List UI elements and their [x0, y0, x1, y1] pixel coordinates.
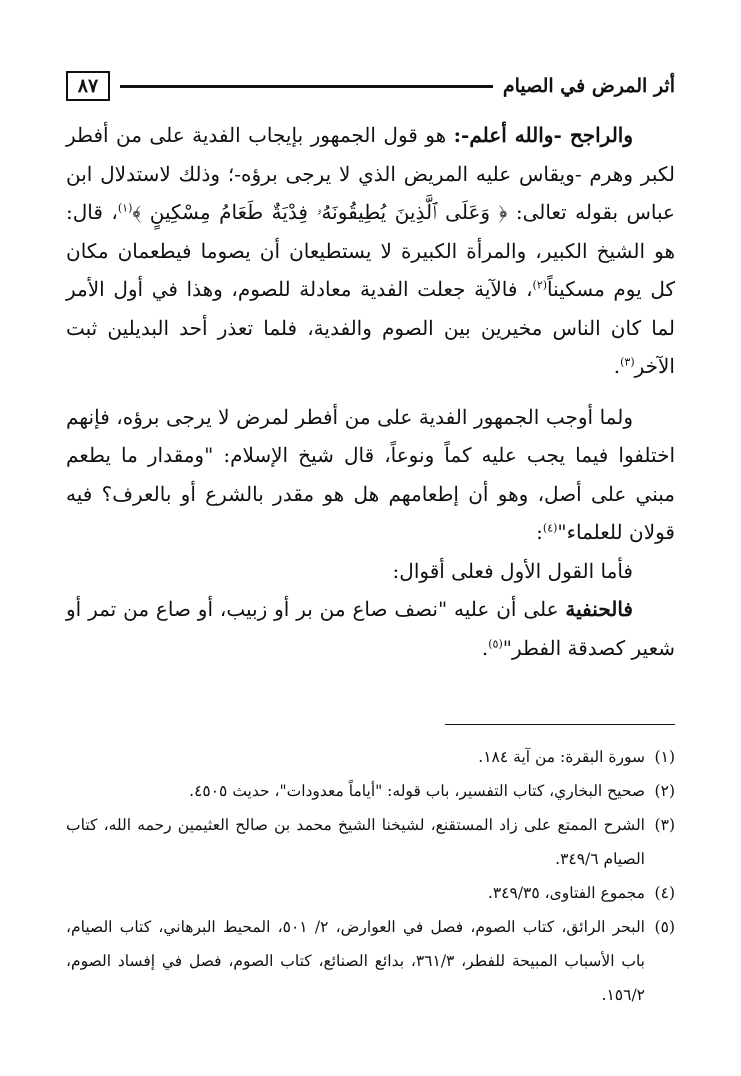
page-number: ٨٧	[66, 71, 110, 101]
footnote-1	[66, 740, 675, 774]
footnote-label: (٣)	[654, 816, 675, 834]
footnote-text: مجموع الفتاوى، ٣٤٩/٣٥.	[487, 884, 645, 902]
footnote-text: الشرح الممتع على زاد المستقنع، لشيخنا الشيخ محمد بن صالح العثيمين رحمه الله، كتاب الصيام ٣٤٩/٦.	[66, 816, 645, 868]
footnote-ref-4[interactable]: (٤)	[542, 521, 558, 535]
footnote-text: البحر الرائق، كتاب الصوم، فصل في العوارض، ٢/ ٥٠١، المحيط البرهاني، كتاب الصيام، باب الأسباب المبيحة للفطر، ٣٦١/٣، بدائع الصنائع، كتاب الصوم، فصل في إفساد الصوم، ١٥٦/٢.	[66, 918, 645, 1004]
paragraph-text: .	[613, 354, 621, 378]
footnote-2	[66, 774, 675, 808]
footnote-text: سورة البقرة: من آية ١٨٤.	[478, 748, 645, 766]
paragraph-text: ، فالآية جعلت الفدية معادلة للصوم، وهذا في أول الأمر لما كان الناس مخيرين بين الصوم والفدية، فلما تعذر أحد البديلين ثبت الآخر	[66, 277, 675, 378]
footnote-5	[66, 910, 675, 1012]
paragraph-1	[66, 116, 675, 386]
paragraph-lead: فالحنفية	[565, 597, 633, 621]
header-rule	[120, 85, 493, 88]
footnote-ref-1[interactable]: (١)	[117, 201, 133, 215]
paragraph-text: ولما أوجب الجمهور الفدية على من أفطر لمرض لا يرجى برؤه، فإنهم اختلفوا فيما يجب عليه كماً ونوعاً، قال شيخ الإسلام: "ومقدار ما يطعم مبني على أصل، وهو أن إطعامهم هل هو مقدر بالشرع أو بالعرف؟ فيه قولان للعلماء"	[66, 404, 675, 544]
paragraph-3	[66, 552, 675, 591]
paragraph-text: فأما القول الأول فعلى أقوال:	[392, 558, 633, 583]
footnote-text: صحيح البخاري، كتاب التفسير، باب قوله: "أياماً معدودات"، حديث ٤٥٠٥.	[189, 782, 645, 800]
header-title: أثر المرض في الصيام	[502, 75, 675, 97]
main-text	[66, 116, 675, 667]
footnote-label: (١)	[654, 748, 675, 766]
paragraph-2	[66, 398, 675, 552]
quran-verse: ﴿ وَعَلَى ٱلَّذِينَ يُطِيقُونَهُۥ فِدْيَةٌ طَعَامُ مِسْكِينٍ ﴾	[132, 200, 508, 224]
footnote-ref-3[interactable]: (٣)	[620, 355, 635, 369]
footnote-label: (٥)	[654, 918, 675, 936]
paragraph-text: على أن عليه "نصف صاع من بر أو زبيب، أو صاع من تمر أو شعير كصدقة الفطر"	[66, 597, 675, 660]
footnote-ref-5[interactable]: (٥)	[488, 636, 503, 650]
paragraph-text: ، قال: هو الشيخ الكبير، والمرأة الكبيرة لا يستطيعان أن يصوما فيطعمان مكان كل يوم مسكيناً	[66, 200, 675, 301]
footnote-label: (٤)	[654, 884, 675, 902]
footnotes	[66, 740, 675, 1012]
paragraph-lead: والراجح -والله أعلم-:	[453, 123, 633, 147]
running-header	[66, 68, 675, 104]
footnote-label: (٢)	[654, 782, 675, 800]
footnote-4	[66, 876, 675, 910]
paragraph-text: :	[536, 520, 543, 544]
paragraph-4	[66, 590, 675, 667]
paragraph-text: هو قول الجمهور بإيجاب الفدية على من أفطر لكبر وهرم -ويقاس عليه المريض الذي لا يرجى برؤه-؛ وذلك لاستدلال ابن عباس بقوله تعالى:	[66, 123, 675, 224]
footnote-3	[66, 808, 675, 876]
paragraph-text: .	[481, 635, 489, 660]
footnote-ref-2[interactable]: (٢)	[532, 278, 548, 292]
footnote-separator	[445, 724, 675, 725]
